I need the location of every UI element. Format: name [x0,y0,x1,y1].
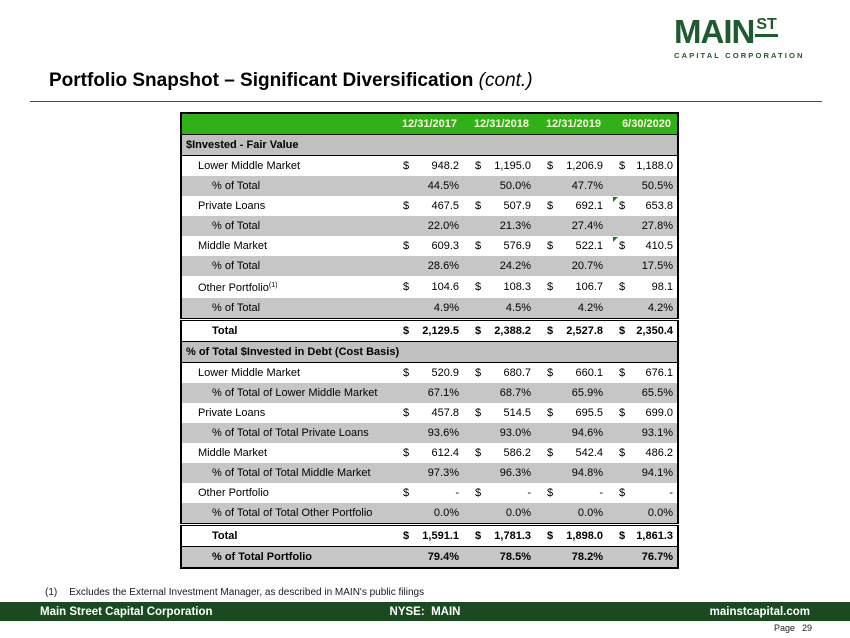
footer-website-link[interactable]: mainstcapital.com [709,605,810,618]
currency-symbol: $ [403,199,410,212]
dollar-cell [607,155,678,176]
dollar-cell [535,196,607,216]
row-label: Lower Middle Market [198,366,301,379]
table-row [181,196,678,216]
row-label: % of Total [181,176,391,196]
footnote-text: Excludes the External Investment Manager, as described in MAIN's public filings [69,587,425,598]
currency-symbol: $ [403,239,410,252]
table-row [181,319,678,341]
cell-value: 2,129.5 [422,324,459,337]
table-row [181,546,678,568]
footnote-marker: (1) [45,587,58,598]
cell-value: 520.9 [431,366,459,379]
currency-symbol: $ [403,486,410,499]
row-label: Other Portfolio [198,486,269,499]
dollar-cell [463,196,535,216]
table-row [181,483,678,503]
dollar-cell [607,483,678,503]
row-label: Middle Market [198,239,268,252]
section-header: $Invested - Fair Value [181,134,678,155]
cell-value: 1,861.3 [636,529,673,542]
percent-cell: 0.0% [463,503,535,525]
column-header: 6/30/2020 [607,113,678,134]
column-header-empty [181,113,391,134]
page-number-label: Page [773,623,795,633]
cell-value: 680.7 [503,366,531,379]
cell-value: 467.5 [431,199,459,212]
dollar-cell [607,319,678,341]
cell-value: - [455,486,459,499]
cell-value: 1,591.1 [422,529,459,542]
percent-cell: 96.3% [463,463,535,483]
dollar-cell [607,236,678,256]
row-label: % of Total [181,298,391,320]
footer-ticker: NYSE: MAIN [389,605,461,618]
dollar-cell [535,524,607,546]
column-header: 12/31/2019 [535,113,607,134]
logo-subtitle: CAPITAL CORPORATION [674,51,805,60]
percent-cell: 0.0% [535,503,607,525]
currency-symbol: $ [475,239,482,252]
currency-symbol: $ [547,159,554,172]
row-label: Other Portfolio$^{(1)}$ [198,281,278,294]
cell-value: 612.4 [431,446,459,459]
cell-value: 98.1 [651,280,673,293]
dollar-cell [463,319,535,341]
dollar-cell [391,524,463,546]
currency-symbol: $ [475,446,482,459]
dollar-cell [391,403,463,423]
percent-cell: 22.0% [391,216,463,236]
currency-symbol: $ [475,406,482,419]
currency-symbol: $ [547,239,554,252]
cell-value: 2,350.4 [636,324,673,337]
table-row [181,155,678,176]
mainst-logo [674,13,805,60]
page-title [49,70,533,92]
percent-cell: 97.3% [391,463,463,483]
percent-cell: 65.9% [535,383,607,403]
cell-value: 104.6 [431,280,459,293]
table-row [181,134,678,155]
cell-value: - [669,486,673,499]
row-label: % of Total of Total Private Loans [181,423,391,443]
dollar-cell [607,403,678,423]
cell-value: 2,388.2 [494,324,531,337]
cell-value: 948.2 [431,159,459,172]
percent-cell: 65.5% [607,383,678,403]
percent-cell: 94.1% [607,463,678,483]
table-row [181,443,678,463]
logo-wordmark [674,15,800,48]
percent-cell: 4.2% [535,298,607,320]
dollar-cell [535,403,607,423]
currency-symbol: $ [619,280,626,293]
logo-main-text: MAIN [674,13,755,50]
table-row [181,383,678,403]
cell-value: 699.0 [645,406,673,419]
cell-value: 522.1 [575,239,603,252]
percent-cell: 93.1% [607,423,678,443]
table-row [181,256,678,276]
currency-symbol: $ [475,486,482,499]
cell-value: 1,195.0 [494,159,531,172]
percent-cell: 0.0% [607,503,678,525]
cell-value: 653.8 [645,199,673,212]
percent-cell: 17.5% [607,256,678,276]
currency-symbol: $ [619,446,626,459]
dollar-cell [535,155,607,176]
currency-symbol: $ [547,324,554,337]
percent-cell: 76.7% [607,546,678,568]
row-label: % of Total of Total Other Portfolio [181,503,391,525]
table-row [181,403,678,423]
currency-symbol: $ [547,280,554,293]
currency-symbol: $ [547,406,554,419]
page-title-suffix: (cont.) [478,70,533,91]
dollar-cell [535,236,607,256]
currency-symbol: $ [403,324,410,337]
cell-value: 576.9 [503,239,531,252]
cell-value: 507.9 [503,199,531,212]
currency-symbol: $ [403,529,410,542]
portfolio-table [180,112,679,569]
cell-value: 1,898.0 [566,529,603,542]
cell-value: 486.2 [645,446,673,459]
currency-symbol: $ [403,406,410,419]
percent-cell: 27.8% [607,216,678,236]
cell-value: 514.5 [503,406,531,419]
table-row [181,362,678,383]
dollar-cell [391,483,463,503]
currency-symbol: $ [547,199,554,212]
footer-company: Main Street Capital Corporation [40,605,213,618]
percent-cell: 68.7% [463,383,535,403]
currency-symbol: $ [403,159,410,172]
cell-value: 1,206.9 [566,159,603,172]
cell-value: 2,527.8 [566,324,603,337]
row-label: % of Total Portfolio [181,546,391,568]
table-row [181,216,678,236]
currency-symbol: $ [619,406,626,419]
currency-symbol: $ [403,446,410,459]
percent-cell: 78.2% [535,546,607,568]
cell-value: 676.1 [645,366,673,379]
dollar-cell [607,196,678,216]
row-label: Lower Middle Market [198,159,301,172]
dollar-cell [463,236,535,256]
dollar-cell [535,319,607,341]
table-row [181,276,678,298]
row-label: % of Total [181,216,391,236]
percent-cell: 0.0% [391,503,463,525]
logo-st-text: ST [755,16,777,37]
row-label: % of Total [181,256,391,276]
dollar-cell [607,443,678,463]
column-header: 12/31/2017 [391,113,463,134]
currency-symbol: $ [403,280,410,293]
footer-bar [0,602,850,621]
cell-value: 1,188.0 [636,159,673,172]
percent-cell: 50.0% [463,176,535,196]
page-title-main: Portfolio Snapshot – Significant Diversification [49,70,474,91]
percent-cell: 20.7% [535,256,607,276]
percent-cell: 4.2% [607,298,678,320]
table-header-row [181,113,678,134]
cell-value: 695.5 [575,406,603,419]
percent-cell: 94.6% [535,423,607,443]
currency-symbol: $ [619,529,626,542]
percent-cell: 79.4% [391,546,463,568]
comment-flag-icon [613,197,618,202]
dollar-cell [463,483,535,503]
row-label: Private Loans [198,199,266,212]
row-label: Middle Market [198,446,268,459]
dollar-cell [391,196,463,216]
dollar-cell [607,362,678,383]
cell-value: 108.3 [503,280,531,293]
table-row [181,423,678,443]
portfolio-table-container [180,112,677,569]
currency-symbol: $ [475,199,482,212]
table-row [181,503,678,525]
page-number [774,623,812,633]
table-row [181,524,678,546]
cell-value: 410.5 [645,239,673,252]
percent-cell: 4.9% [391,298,463,320]
dollar-cell [463,155,535,176]
percent-cell: 28.6% [391,256,463,276]
cell-value: 660.1 [575,366,603,379]
currency-symbol: $ [475,366,482,379]
page-number-value: 29 [801,623,812,633]
cell-value: 457.8 [431,406,459,419]
currency-symbol: $ [547,366,554,379]
percent-cell: 50.5% [607,176,678,196]
footnote [45,587,424,598]
currency-symbol: $ [619,366,626,379]
dollar-cell [463,524,535,546]
portfolio-table-body [181,134,678,568]
currency-symbol: $ [547,529,554,542]
section-header: % of Total $Invested in Debt (Cost Basis) [181,341,678,362]
dollar-cell [391,362,463,383]
dollar-cell [391,319,463,341]
dollar-cell [463,443,535,463]
dollar-cell [463,362,535,383]
dollar-cell [535,276,607,298]
currency-symbol: $ [475,324,482,337]
percent-cell: 78.5% [463,546,535,568]
cell-value: - [599,486,603,499]
currency-symbol: $ [547,486,554,499]
percent-cell: 44.5% [391,176,463,196]
row-label: Total [181,524,391,546]
percent-cell: 27.4% [535,216,607,236]
dollar-cell [607,524,678,546]
percent-cell: 67.1% [391,383,463,403]
percent-cell: 21.3% [463,216,535,236]
currency-symbol: $ [403,366,410,379]
dollar-cell [391,236,463,256]
table-row [181,463,678,483]
row-label: Private Loans [198,406,266,419]
comment-flag-icon [613,237,618,242]
dollar-cell [463,403,535,423]
row-label: Total [181,319,391,341]
percent-cell: 47.7% [535,176,607,196]
footnote-reference: (1) [268,281,278,289]
currency-symbol: $ [475,159,482,172]
row-label: % of Total of Lower Middle Market [181,383,391,403]
currency-symbol: $ [619,159,626,172]
currency-symbol: $ [619,199,626,212]
dollar-cell [463,276,535,298]
percent-cell: 93.6% [391,423,463,443]
row-label: % of Total of Total Middle Market [181,463,391,483]
percent-cell: 93.0% [463,423,535,443]
currency-symbol: $ [547,446,554,459]
dollar-cell [391,276,463,298]
cell-value: - [527,486,531,499]
table-row [181,236,678,256]
cell-value: 692.1 [575,199,603,212]
percent-cell: 4.5% [463,298,535,320]
cell-value: 1,781.3 [494,529,531,542]
dollar-cell [391,155,463,176]
title-divider [30,101,822,102]
dollar-cell [535,362,607,383]
table-row [181,341,678,362]
dollar-cell [391,443,463,463]
cell-value: 106.7 [575,280,603,293]
dollar-cell [535,443,607,463]
table-row [181,298,678,320]
percent-cell: 94.8% [535,463,607,483]
currency-symbol: $ [619,486,626,499]
table-row [181,176,678,196]
dollar-cell [607,276,678,298]
currency-symbol: $ [619,324,626,337]
cell-value: 542.4 [575,446,603,459]
currency-symbol: $ [475,280,482,293]
cell-value: 586.2 [503,446,531,459]
currency-symbol: $ [475,529,482,542]
column-header: 12/31/2018 [463,113,535,134]
dollar-cell [535,483,607,503]
cell-value: 609.3 [431,239,459,252]
percent-cell: 24.2% [463,256,535,276]
currency-symbol: $ [619,239,626,252]
